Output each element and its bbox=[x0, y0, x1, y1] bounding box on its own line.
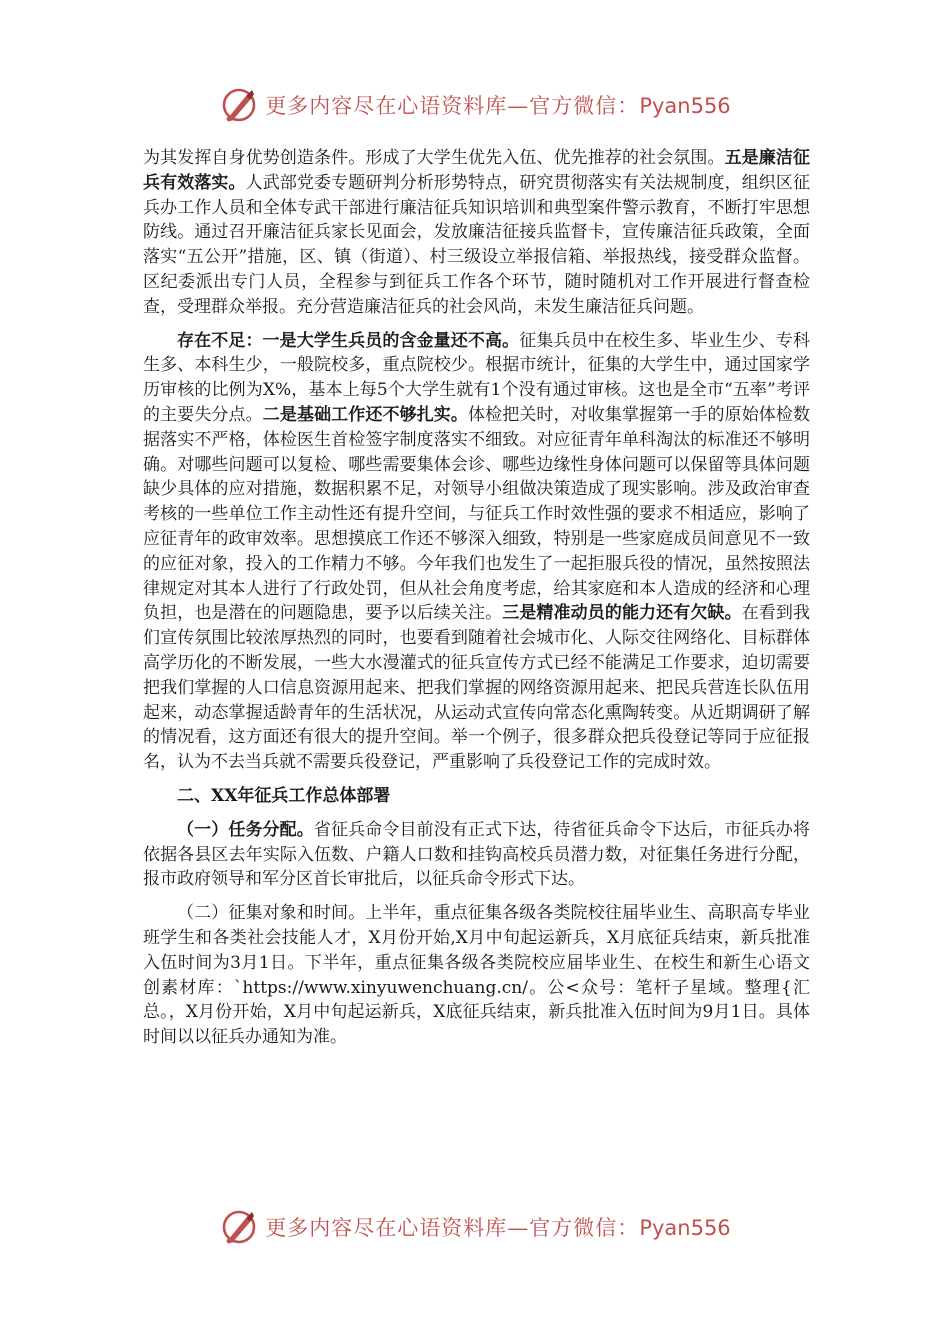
banner-wechat-id: Pyan556 bbox=[639, 1216, 731, 1240]
paragraph-task-allocation: （一）任务分配。省征兵命令目前没有正式下达，待省征兵命令下达后，市征兵办将依据各县区去年实际入伍数、户籍人口数和挂钩高校兵员潜力数，对征集任务进行分配，报市政府领导和军分区首长审批后，以征兵命令形式下达。 bbox=[143, 819, 811, 890]
banner-text: 更多内容尽在心语资料库—官方微信：Pyan556 bbox=[265, 94, 731, 118]
banner-text: 更多内容尽在心语资料库—官方微信：Pyan556 bbox=[265, 1216, 731, 1240]
banner-wechat-id: Pyan556 bbox=[639, 94, 731, 118]
paragraph-recruitment-targets: （二）征集对象和时间。上半年，重点征集各级各类院校往届毕业生、高职高专毕业班学生和各类社会技能人才，X月份开始,X月中旬起运新兵，X月底征兵结束，新兵批准入伍时间为3月1日。下半年，重点征集各级各类院校应届毕业生、在校生和新生心语文创素材库：`https://www.xinyuwenchuang.cn/。公<众号：笔杆子星域。整理{汇总。，X月份开始，X月中旬起运新兵，X底征兵结束，新兵批准入伍时间为9月1日。具体时间以以征兵办通知为准。 bbox=[143, 903, 810, 1048]
pen-logo-icon bbox=[219, 85, 259, 125]
header-banner bbox=[0, 80, 950, 130]
paragraph-shortcomings: 存在不足：一是大学生兵员的含金量还不高。征集兵员中在校生多、毕业生少、专科生多、本科生少，一般院校多，重点院校少。根据市统计，征集的大学生中，通过国家学历审核的比例为X%，基本上每5个大学生就有1个没有通过审核。这也是全市“五率”考评的主要失分点。二是基础工作还不够扎实。体检把关时，对收集掌握第一手的原始体检数据落实不严格，体检医生首检签字制度落实不细致。对应征青年单科淘汰的标准还不够明确。对哪些问题可以复检、哪些需要集体会诊、哪些边缘性身体问题可以保留等具体问题缺少具体的应对措施，数据积累不足，对领导小组做决策造成了现实影响。涉及政治审查考核的一些单位工作主动性还有提升空间，与征兵工作时效性强的要求不相适应，影响了应征青年的政审效率。思想摸底工作还不够深入细致，特别是一些家庭成员间意见不一致的应征对象，投入的工作精力不够。今年我们也发生了一起拒服兵役的情况，虽然按照法律规定对其本人进行了行政处罚，但从社会角度考虑，给其家庭和本人造成的经济和心理负担，也是潜在的问题隐患，要予以后续关注。三是精准动员的能力还有欠缺。在看到我们宣传氛围比较浓厚热烈的同时，也要看到随着社会城市化、人际交往网络化、目标群体高学历化的不断发展，一些大水漫灌式的征兵宣传方式已经不能满足工作要求，迫切需要把我们掌握的人口信息资源用起来、把我们掌握的网络资源用起来、把民兵营连长队伍用起来，动态掌握适龄青年的生活状况，从运动式宣传向常态化熏陶转变。从近期调研了解的情况看，这方面还有很大的提升空间。举一个例子，很多群众把兵役登记等同于应征报名，认为不去当兵就不需要兵役登记，严重影响了兵役登记工作的完成时效。 bbox=[143, 330, 811, 773]
footer-banner bbox=[0, 1202, 950, 1252]
document-body bbox=[143, 146, 810, 1059]
section-heading: 二、XX年征兵工作总体部署 bbox=[177, 785, 391, 806]
paragraph-clean-recruitment: 为其发挥自身优势创造条件。形成了大学生优先入伍、优先推荐的社会氛围。五是廉洁征兵有效落实。人武部党委专题研判分析形势特点，研究贯彻落实有关法规制度，组织区征兵办工作人员和全体专武干部进行廉洁征兵知识培训和典型案件警示教育，不断打牢思想防线。通过召开廉洁征兵家长见面会，发放廉洁征接兵监督卡，宣传廉洁征兵政策，全面落实“五公开”措施，区、镇（街道）、村三级设立举报信箱、举报热线，接受群众监督。区纪委派出专门人员，全程参与到征兵工作各个环节，随时随机对工作开展进行督查检查，受理群众举报。充分营造廉洁征兵的社会风尚，未发生廉洁征兵问题。 bbox=[143, 148, 811, 317]
pen-logo-icon bbox=[219, 1207, 259, 1247]
